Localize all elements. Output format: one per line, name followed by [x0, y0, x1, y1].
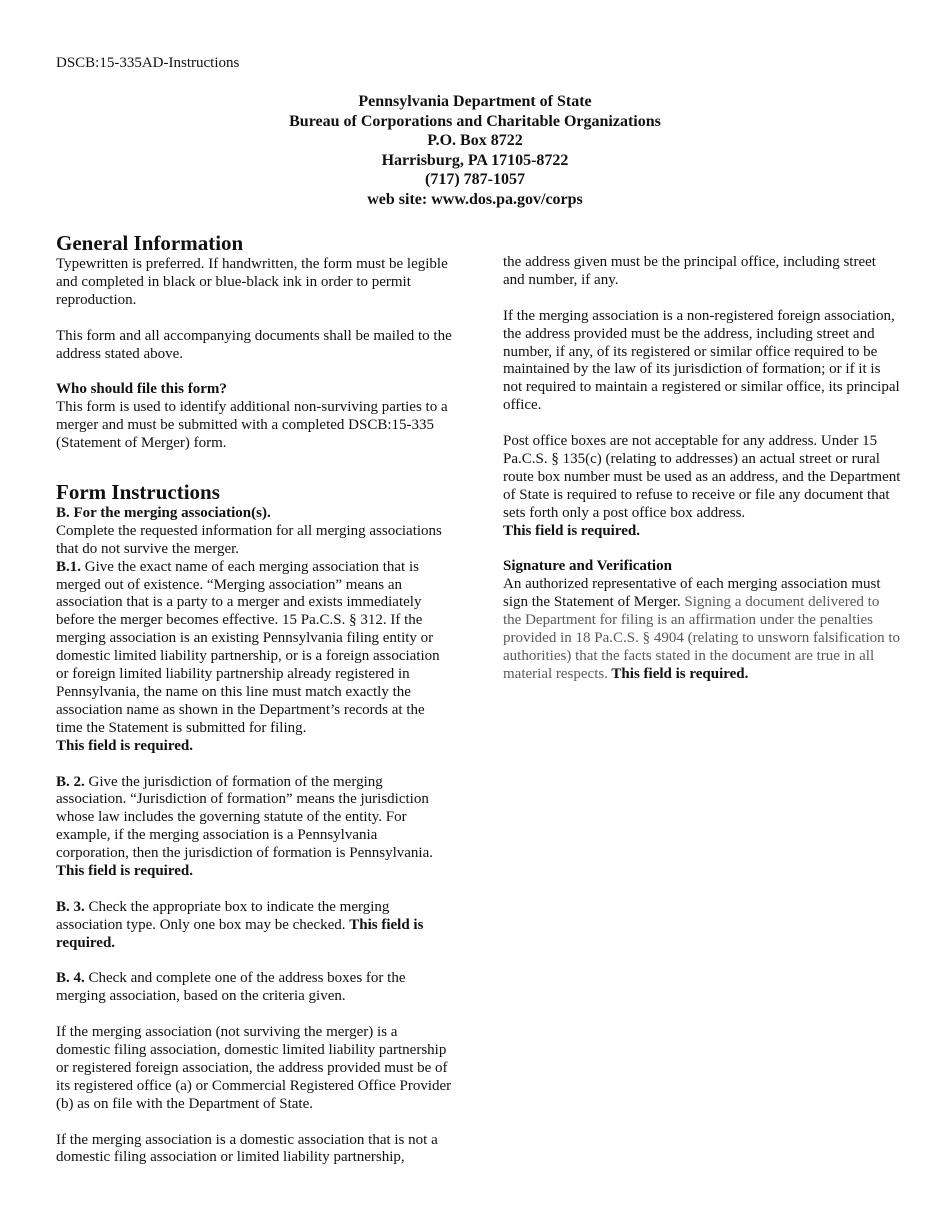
b2-label: B. 2.: [56, 773, 85, 790]
header-line-po-box: P.O. Box 8722: [427, 132, 523, 150]
b2-required: This field is required.: [56, 863, 193, 880]
b4-paragraph: [56, 970, 452, 1006]
b1-label: B.1.: [56, 558, 82, 575]
left-column: [56, 230, 452, 1167]
signature-affirmation-text: Signing a document delivered to the Department for filing is an affirmation under the penalties provided in 18 Pa.C.S. § 4904 (relating to unsworn falsification to authorities) that the facts stated in the document are true in all material respects.: [503, 594, 901, 682]
who-should-file-heading: Who should file this form?: [56, 381, 227, 398]
b1-required: This field is required.: [56, 737, 193, 754]
address-paragraph-domestic-start: If the merging association is a domestic association that is not a domestic filing association or limited liability partnership,: [56, 1131, 438, 1166]
b1-text: Give the exact name of each merging association that is merged out of existence. “Merging association” means an association that is a party to a merger and exists immediately before the merger becomes effective. 15 Pa.C.S. § 312. If the merging association is an existing Pennsylvania filing entity or domestic limited liability partnership, or is a foreign association or foreign limited liability partnership already registered in Pennsylvania, the name on this line must match exactly the association name as shown in the Department’s records at the time the Statement is submitted for filing.: [56, 558, 440, 736]
signature-heading: Signature and Verification: [503, 558, 672, 575]
header-line-city: Harrisburg, PA 17105-8722: [381, 151, 569, 169]
b3-required: This field is required.: [56, 916, 424, 951]
section-b-intro: Complete the requested information for all merging associations that do not survive the merger.: [56, 522, 442, 557]
b4-label: B. 4.: [56, 970, 85, 987]
address-paragraph-po-box: Post office boxes are not acceptable for any address. Under 15 Pa.C.S. § 135(c) (relating to addresses) an actual street or rural route box number must be used as an address, and the Department of State is required to refuse to receive or file any document that sets forth only a post office box address.: [503, 433, 901, 521]
general-information-heading: General Information: [56, 231, 244, 255]
general-p1: Typewritten is preferred. If handwritten, the form must be legible and completed in black or blue-black ink in order to permit reproduction.: [56, 256, 448, 308]
b2-text: Give the jurisdiction of formation of the merging association. “Jurisdiction of formation” means the jurisdiction whose law includes the governing statute of the entity. For example, if the merging association is a Pennsylvania corporation, then the jurisdiction of formation is Pennsylvania.: [56, 773, 434, 862]
who-should-file-text: This form is used to identify additional non-surviving parties to a merger and must be submitted with a completed DSCB:15-335 (Statement of Merger) form.: [56, 399, 448, 452]
b3-label: B. 3.: [56, 898, 85, 915]
signature-text: An authorized representative of each merging association must sign the Statement of Merger.: [503, 576, 881, 611]
agency-header: [0, 92, 950, 210]
b4-text: Check and complete one of the address boxes for the merging association, based on the criteria given.: [56, 970, 406, 1005]
address-paragraph-domestic-end: the address given must be the principal office, including street and number, if any.: [503, 254, 876, 288]
header-line-department: Pennsylvania Department of State: [358, 93, 592, 110]
address-paragraph-foreign: If the merging association is a non-registered foreign association, the address provided must be the address, including street and number, if any, of its registered or similar office required to be maintained by the law of its jurisdiction of formation; or if it is not required to maintain a registered or similar office, its principal office.: [503, 307, 900, 414]
right-column: [503, 254, 901, 684]
header-line-phone: (717) 787-1057: [425, 171, 525, 189]
signature-required: This field is required.: [607, 665, 749, 682]
signature-paragraph: [503, 576, 901, 683]
address-paragraph-registered: If the merging association (not surviving the merger) is a domestic filing association, domestic limited liability partnership or registered foreign association, the address provided must be of its registered office (a) or Commercial Registered Office Provider (b) as on file with the Department of State.: [56, 1024, 452, 1112]
general-p2: This form and all accompanying documents shall be mailed to the address stated above.: [56, 327, 452, 362]
header-line-website: web site: www.dos.pa.gov/corps: [367, 190, 583, 208]
b3-paragraph: [56, 899, 452, 953]
form-id: DSCB:15-335AD-Instructions: [56, 55, 240, 71]
address-required: This field is required.: [503, 522, 640, 539]
b2-paragraph: [56, 774, 452, 864]
b1-paragraph: [56, 559, 452, 738]
section-b-heading: B. For the merging association(s).: [56, 504, 271, 521]
header-line-bureau: Bureau of Corporations and Charitable Organizations: [289, 112, 661, 130]
b3-text: Check the appropriate box to indicate the merging association type. Only one box may be checked.: [56, 898, 390, 933]
form-instructions-heading: Form Instructions: [56, 479, 220, 504]
